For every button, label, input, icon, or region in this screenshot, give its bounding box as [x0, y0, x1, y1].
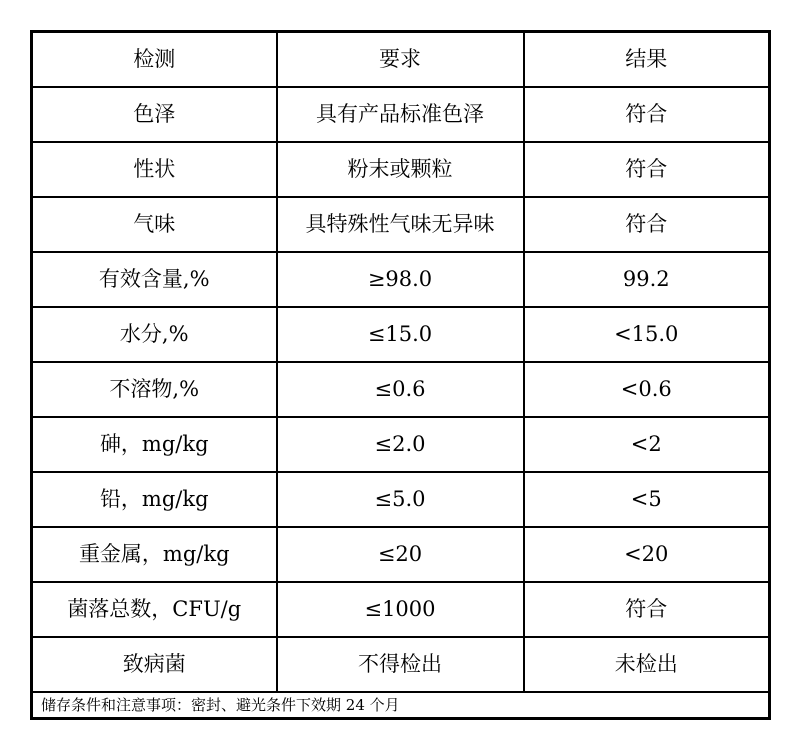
cell-test: 性状: [32, 142, 277, 197]
table-header-row: [32, 32, 770, 88]
table-row: [32, 252, 770, 307]
cell-test: 菌落总数，CFU/g: [32, 582, 277, 637]
column-header-result: 结果: [524, 32, 770, 88]
cell-result: <20: [524, 527, 770, 582]
cell-requirement: 具有产品标准色泽: [277, 87, 524, 142]
table-row: [32, 307, 770, 362]
cell-test: 不溶物,%: [32, 362, 277, 417]
cell-requirement: ≤0.6: [277, 362, 524, 417]
table-row: [32, 417, 770, 472]
cell-test: 致病菌: [32, 637, 277, 692]
cell-test: 气味: [32, 197, 277, 252]
cell-result: 符合: [524, 87, 770, 142]
cell-result: <5: [524, 472, 770, 527]
cell-result: <0.6: [524, 362, 770, 417]
cell-requirement: 粉末或颗粒: [277, 142, 524, 197]
cell-requirement: 不得检出: [277, 637, 524, 692]
cell-result: 符合: [524, 142, 770, 197]
cell-result: <2: [524, 417, 770, 472]
column-header-test: 检测: [32, 32, 277, 88]
cell-result: <15.0: [524, 307, 770, 362]
table-row: [32, 472, 770, 527]
cell-test: 色泽: [32, 87, 277, 142]
cell-result: 符合: [524, 197, 770, 252]
cell-result: 99.2: [524, 252, 770, 307]
cell-requirement: 具特殊性气味无异味: [277, 197, 524, 252]
cell-test: 砷，mg/kg: [32, 417, 277, 472]
cell-requirement: ≤1000: [277, 582, 524, 637]
cell-requirement: ≤2.0: [277, 417, 524, 472]
column-header-requirement: 要求: [277, 32, 524, 88]
table-footer-row: [32, 692, 770, 719]
cell-test: 铅，mg/kg: [32, 472, 277, 527]
table-row: [32, 527, 770, 582]
cell-result: 未检出: [524, 637, 770, 692]
inspection-report-table: [30, 30, 771, 720]
table-row: [32, 142, 770, 197]
storage-conditions-note: 储存条件和注意事项：密封、避光条件下效期 24 个月: [32, 692, 770, 719]
table-row: [32, 362, 770, 417]
cell-requirement: ≤15.0: [277, 307, 524, 362]
table-row: [32, 87, 770, 142]
cell-test: 有效含量,%: [32, 252, 277, 307]
table-row: [32, 582, 770, 637]
cell-result: 符合: [524, 582, 770, 637]
cell-requirement: ≥98.0: [277, 252, 524, 307]
table-row: [32, 197, 770, 252]
cell-test: 水分,%: [32, 307, 277, 362]
table-row: [32, 637, 770, 692]
cell-requirement: ≤20: [277, 527, 524, 582]
cell-requirement: ≤5.0: [277, 472, 524, 527]
cell-test: 重金属，mg/kg: [32, 527, 277, 582]
